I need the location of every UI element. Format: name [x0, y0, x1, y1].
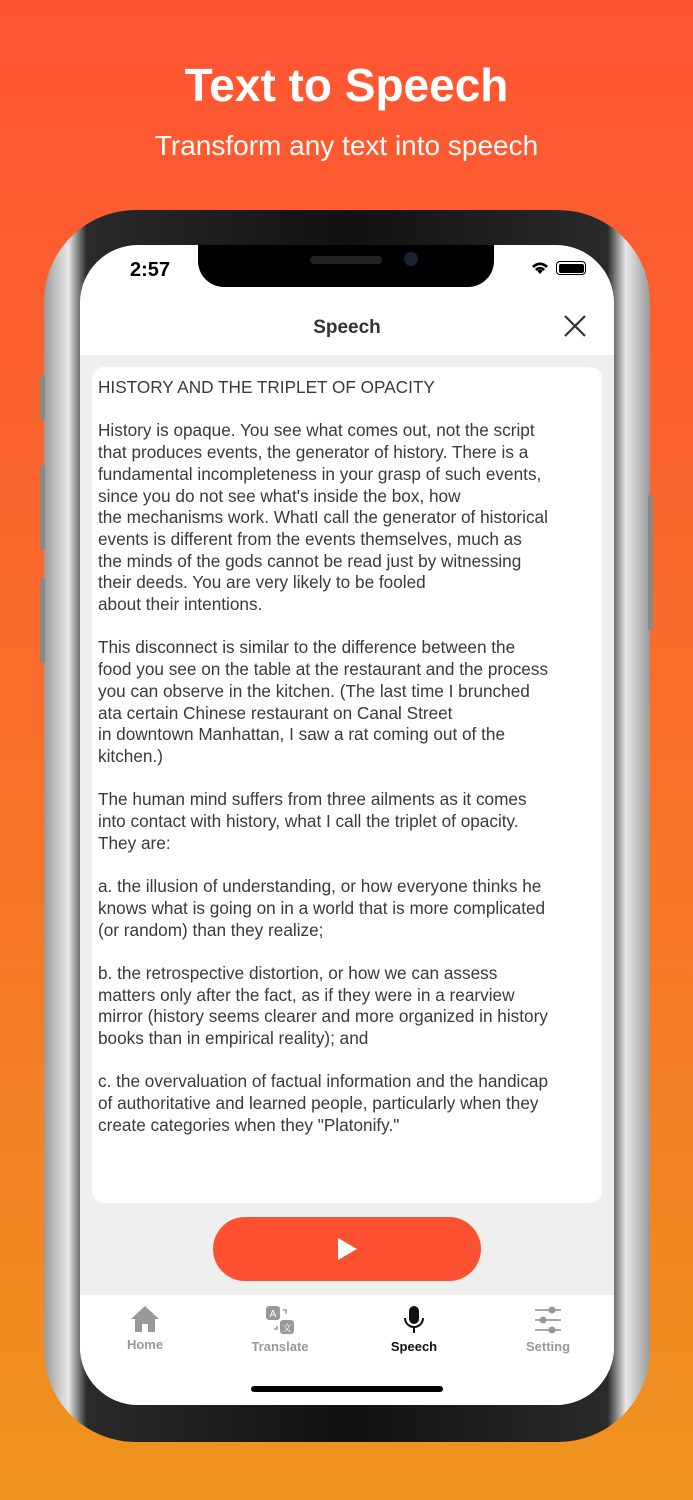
content-area: [80, 355, 614, 1295]
text-paragraph: a. the illusion of understanding, or how everyone thinks he knows what is going on in a world that is more complicated (or random) than they realize;: [98, 876, 546, 940]
hero-subtitle: Transform any text into speech: [154, 130, 539, 161]
tab-speech[interactable]: [354, 1305, 474, 1354]
phone-button: [648, 495, 653, 630]
nav-title: Speech: [313, 317, 381, 338]
tab-label: Setting: [525, 1339, 571, 1354]
notch: [198, 245, 494, 287]
microphone-icon: [401, 1305, 427, 1335]
tab-label: Translate: [251, 1339, 309, 1354]
svg-text:文: 文: [282, 1323, 292, 1333]
nav-bar: [80, 297, 614, 355]
status-icons: [530, 261, 586, 275]
tab-setting[interactable]: [488, 1305, 608, 1354]
play-icon: [336, 1237, 358, 1261]
phone-button: [40, 375, 45, 420]
home-indicator[interactable]: [251, 1386, 443, 1392]
text-area[interactable]: [92, 367, 602, 1203]
text-paragraph: c. the overvaluation of factual information and the handicap of authoritative and learned people, particularly when they create categories when they "Platonify.": [98, 1071, 549, 1135]
screen: [80, 245, 614, 1405]
play-button[interactable]: [213, 1217, 481, 1281]
home-icon: [130, 1305, 160, 1333]
translate-icon: [265, 1305, 295, 1335]
svg-text:A: A: [269, 1309, 277, 1320]
text-paragraph: b. the retrospective distortion, or how we can assess matters only after the fact, as if they were in a rearview mirror (history seems clearer and more organized in history books than in empirical reality); and: [98, 962, 548, 1049]
text-paragraph: HISTORY AND THE TRIPLET OF OPACITY: [98, 377, 435, 397]
tab-translate[interactable]: [220, 1305, 340, 1354]
tab-label: Speech: [390, 1339, 438, 1354]
tab-bar: [80, 1295, 614, 1405]
phone-button: [40, 578, 45, 663]
text-paragraph: History is opaque. You see what comes out, not the script that produces events, the generator of history. There is a fundamental incompleteness in your grasp of such events, since you do not see what's inside the box, how the mechanisms work. WhatI call the generator of historical events is different from the events themselves, much as the minds of the gods cannot be read just by witnessing their deeds. You are very likely to be fooled about their intentions.: [98, 420, 548, 615]
close-icon[interactable]: [562, 313, 588, 339]
phone-button: [40, 465, 45, 550]
text-paragraph: This disconnect is similar to the difference between the food you see on the table at the restaurant and the process you can observe in the kitchen. (The last time I brunched ata certain Chinese restaurant on Canal Street in downtown Manhattan, I saw a rat coming out of the kitchen.): [98, 637, 549, 766]
battery-icon: [556, 261, 586, 275]
tab-label: Home: [126, 1337, 164, 1352]
text-paragraph: The human mind suffers from three ailments as it comes into contact with history, what I call the triplet of opacity. They are:: [98, 789, 527, 853]
status-time: 2:57: [130, 259, 171, 281]
tab-home[interactable]: [85, 1305, 205, 1352]
sliders-icon: [533, 1305, 563, 1335]
wifi-icon: [530, 261, 550, 275]
hero-title: Text to Speech: [184, 59, 509, 111]
